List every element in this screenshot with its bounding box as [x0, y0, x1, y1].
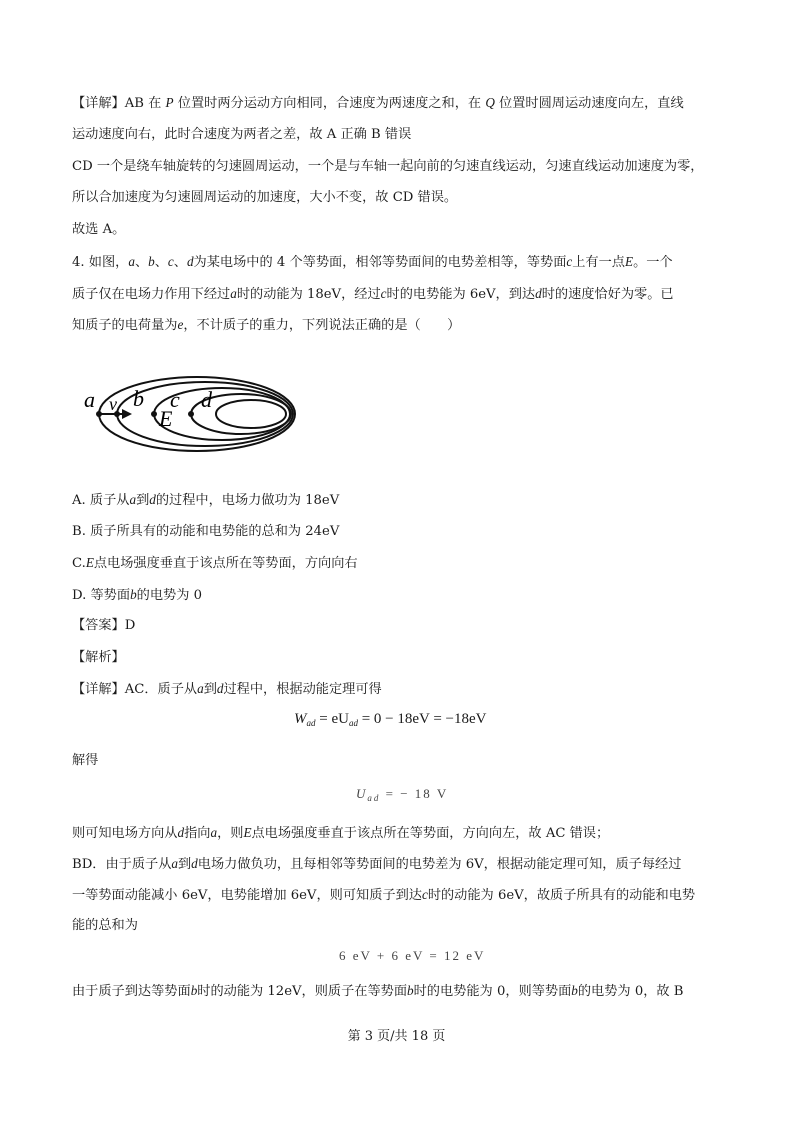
- solution-line-6: 由于质子到达等势面b时的动能为 12eV，则质子在等势面b时的电势能为 0，则等势面b的电势为 0，故 B: [72, 983, 684, 999]
- option-c: C.E点电场强度垂直于该点所在等势面，方向向右: [72, 555, 358, 571]
- label-a: a: [84, 387, 95, 412]
- answer-value: D: [124, 618, 136, 633]
- equation-energy-sum: 6 eV + 6 eV = 12 eV: [339, 948, 486, 963]
- answer-tag: 【答案】: [72, 618, 125, 633]
- prev-solution-line-2: 运动速度向右，此时合速度为两者之差，故 A 正确 B 错误: [72, 127, 412, 142]
- equation-work: $W_{ad} = eU_{ad} = 0 - 18eV = -18eV$: [294, 711, 487, 728]
- option-b: B. 质子所具有的动能和电势能的总和为 24eV: [72, 524, 340, 539]
- analysis-tag: 【解析】: [72, 650, 125, 665]
- prev-solution-line-3: CD 一个是绕车轴旋转的匀速圆周运动，一个是与车轴一起向前的匀速直线运动，匀速直线运动加速度为零，: [72, 159, 704, 174]
- point-a: [96, 411, 102, 417]
- solution-line-4: 一等势面动能减小 6eV，电势能增加 6eV，则可知质子到达c时的动能为 6eV，故质子所具有的动能和电势: [72, 887, 696, 903]
- option-a: A. 质子从a到d的过程中，电场力做功为 18eV: [72, 492, 340, 508]
- prev-solution-line-4: 所以合加速度为匀速圆周运动的加速度，大小不变，故 CD 错误。: [72, 190, 458, 205]
- question-line-2: 质子仅在电场力作用下经过a时的动能为 18eV，经过c时的电势能为 6eV，到达d时的速度恰好为零。已: [72, 286, 674, 302]
- prev-solution-line-1: 【详解】AB 在 P 位置时两分运动方向相同，合速度为两速度之和，在 Q 位置时圆周运动速度向左，直线: [72, 95, 684, 111]
- option-d: D. 等势面b的电势为 0: [72, 587, 202, 603]
- question-line-3: 知质子的电荷量为e，不计质子的重力，下列说法正确的是（ ）: [72, 317, 461, 333]
- point-c: [151, 411, 157, 417]
- page-footer: 第 3 页/共 18 页: [347, 1029, 446, 1044]
- question-line-1: 4. 如图，a、b、c、d为某电场中的 4 个等势面，相邻等势面间的电势差相等，等势面c上有一点E。一个: [72, 254, 673, 270]
- velocity-arrowhead: [122, 409, 132, 419]
- label-b: b: [133, 386, 144, 411]
- solution-jiede: 解得: [72, 753, 99, 768]
- label-c: c: [170, 387, 180, 412]
- point-d: [188, 411, 194, 417]
- equation-voltage: $U_{ad}$ = − 18 V: [356, 786, 449, 803]
- label-d: d: [201, 387, 212, 412]
- prev-solution-line-5: 故选 A。: [72, 222, 126, 237]
- solution-line-3: BD．由于质子从a到d电场力做负功，且每相邻等势面间的电势差为 6V，根据动能定理可知，质子每经过: [72, 856, 682, 872]
- solution-line-1: 【详解】AC．质子从a到d过程中，根据动能定理可得: [72, 681, 382, 697]
- inner-surface: [216, 400, 286, 428]
- solution-line-2: 则可知电场方向从d指向a，则E点电场强度垂直于该点所在等势面，方向向左，故 AC 错误；: [72, 825, 610, 841]
- solution-line-5: 能的总和为: [72, 918, 138, 933]
- label-E: E: [159, 406, 173, 431]
- label-v: v: [109, 394, 117, 414]
- equipotential-figure: [78, 370, 308, 480]
- answer-line: [72, 617, 135, 635]
